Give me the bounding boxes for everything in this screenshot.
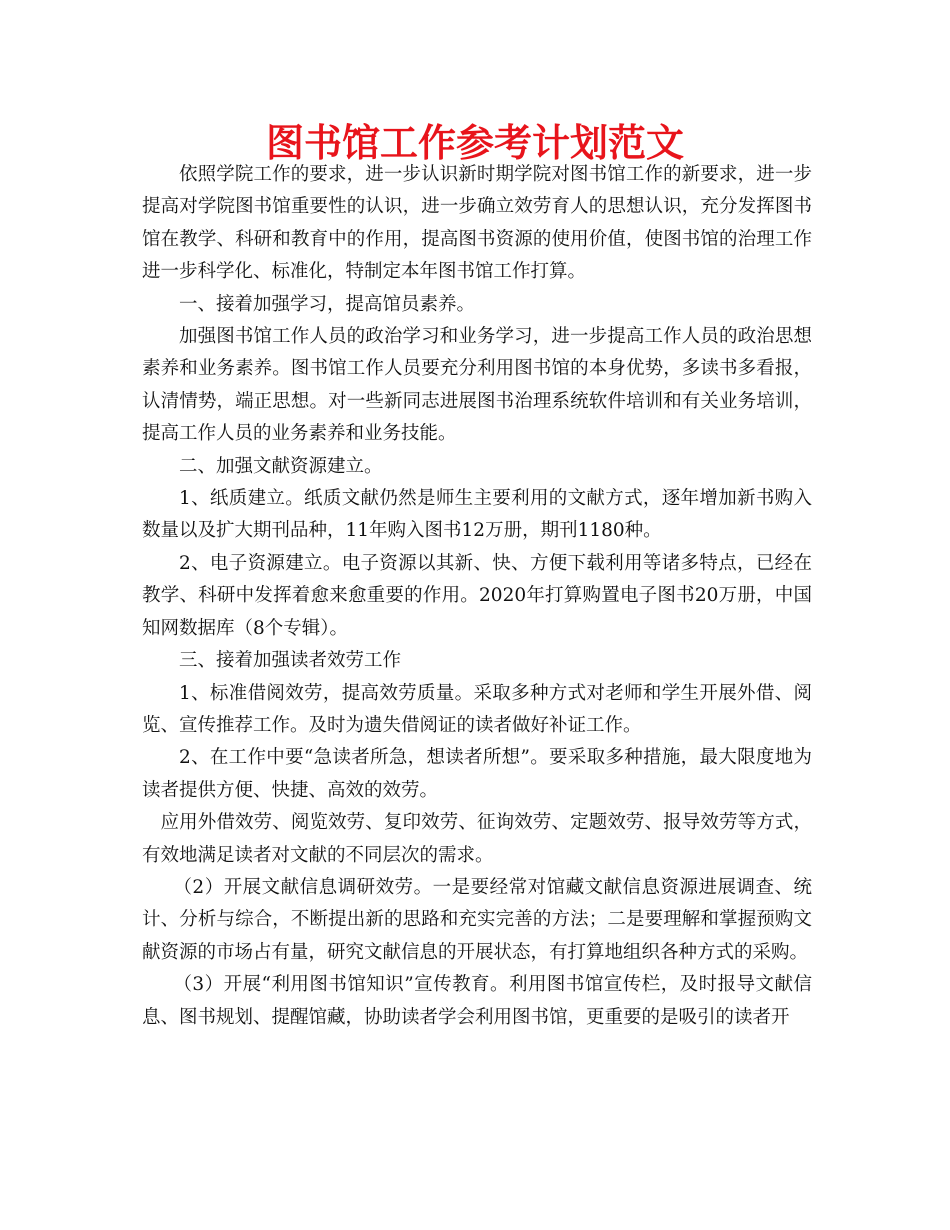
paragraph-electronic-resources: 2、电子资源建立。电子资源以其新、快、方便下载利用等诸多特点，已经在教学、科研中发挥着愈来愈重要的作用。2020年打算购置电子图书20万册，中国知网数据库（8个专辑）。 <box>142 552 812 639</box>
paragraph-service-methods: 应用外借效劳、阅览效劳、复印效劳、征询效劳、定题效劳、报导效劳等方式，有效地满足读者对文献的不同层次的需求。 <box>142 812 812 866</box>
paragraph-lending-service: 1、标准借阅效劳，提高效劳质量。采取多种方式对老师和学生开展外借、阅览、宣传推荐工作。及时为遗失借阅证的读者做好补证工作。 <box>142 682 812 736</box>
paragraph-paper-resources: 1、纸质建立。纸质文献仍然是师生主要利用的文献方式，逐年增加新书购入数量以及扩大期刊品种，11年购入图书12万册，期刊1180种。 <box>142 488 812 542</box>
paragraph-intro: 依照学院工作的要求，进一步认识新时期学院对图书馆工作的新要求，进一步提高对学院图书馆重要性的认识，进一步确立效劳育人的思想认识，充分发挥图书馆在教学、科研和教育中的作用，提高图书资源的使用价值，使图书馆的治理工作进一步科学化、标准化，特制定本年图书馆工作打算。 <box>142 164 812 283</box>
paragraph-research-service: （2）开展文献信息调研效劳。一是要经常对馆藏文献信息资源进展调查、统计、分析与综合，不断提出新的思路和充实完善的方法；二是要理解和掌握预购文献资源的市场占有量，研究文献信息的开展状态，有打算地组织各种方式的采购。 <box>142 876 812 963</box>
section-heading-2: 二、加强文献资源建立。 <box>179 455 383 477</box>
document-title: 图书馆工作参考计划范文 <box>265 121 684 165</box>
paragraph-reader-needs: 2、在工作中要“急读者所急，想读者所想”。要采取多种措施，最大限度地为读者提供方便、快捷、高效的效劳。 <box>142 747 812 801</box>
section-heading-3: 三、接着加强读者效劳工作 <box>179 650 402 672</box>
paragraph-study: 加强图书馆工作人员的政治学习和业务学习，进一步提高工作人员的政治思想素养和业务素养。图书馆工作人员要充分利用图书馆的本身优势，多读书多看报，认清情势，端正思想。对一些新同志进展图书治理系统软件培训和有关业务培训，提高工作人员的业务素养和业务技能。 <box>142 326 812 445</box>
section-heading-1: 一、接着加强学习，提高馆员素养。 <box>179 293 476 315</box>
document-body <box>142 159 812 1034</box>
paragraph-library-education: （3）开展“利用图书馆知识”宣传教育。利用图书馆宣传栏，及时报导文献信息、图书规划、提醒馆藏，协助读者学会利用图书馆，更重要的是吸引的读者开 <box>142 974 812 1028</box>
